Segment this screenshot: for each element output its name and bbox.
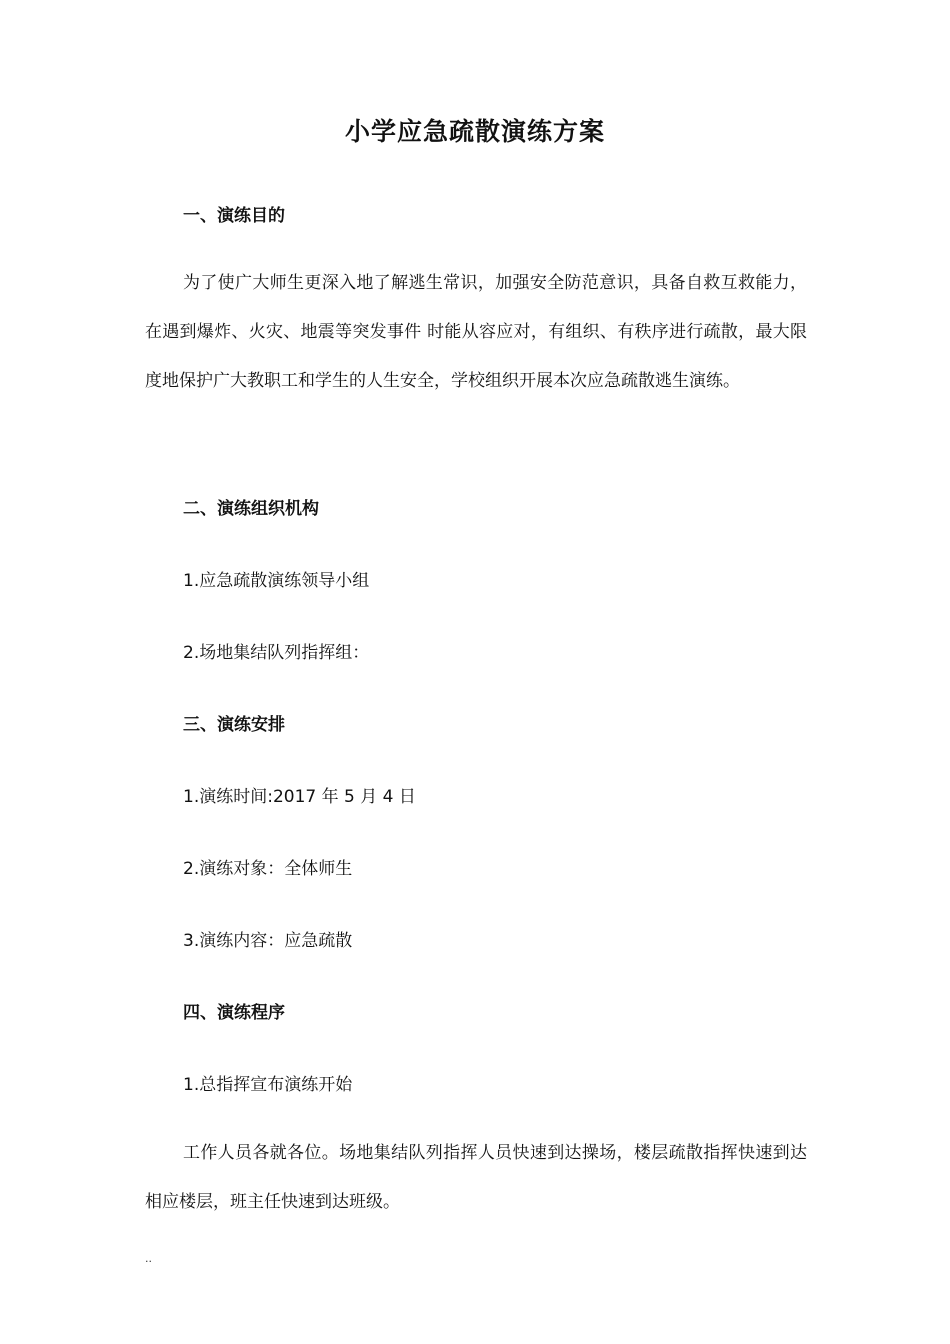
section-heading-organization: 二、演练组织机构 [183, 499, 319, 519]
page-footer-mark: .. [145, 1252, 152, 1265]
section-heading-procedure: 四、演练程序 [183, 1003, 285, 1023]
procedure-paragraph: 工作人员各就各位。场地集结队列指挥人员快速到达操场，楼层疏散指挥快速到达相应楼层，班主任快速到达班级。 [145, 1143, 807, 1212]
organization-item-1: 1.应急疏散演练领导小组 [183, 571, 370, 591]
page-title: 小学应急疏散演练方案 [344, 117, 605, 146]
section-heading-arrangement: 三、演练安排 [183, 715, 285, 735]
procedure-item-1: 1.总指挥宣布演练开始 [183, 1075, 353, 1095]
arrangement-item-participants: 2.演练对象：全体师生 [183, 859, 353, 879]
purpose-paragraph: 为了使广大师生更深入地了解逃生常识，加强安全防范意识，具备自救互救能力，在遇到爆炸、火灾、地震等突发事件 时能从容应对，有组织、有秩序进行疏散，最大限度地保护广大教职工和学生的人生安全，学校组织开展本次应急疏散逃生演练。 [145, 273, 807, 391]
section-heading-purpose: 一、演练目的 [183, 206, 285, 226]
organization-item-2: 2.场地集结队列指挥组： [183, 643, 370, 663]
arrangement-item-content: 3.演练内容：应急疏散 [183, 931, 353, 951]
arrangement-item-time: 1.演练时间:2017 年 5 月 4 日 [183, 787, 416, 807]
